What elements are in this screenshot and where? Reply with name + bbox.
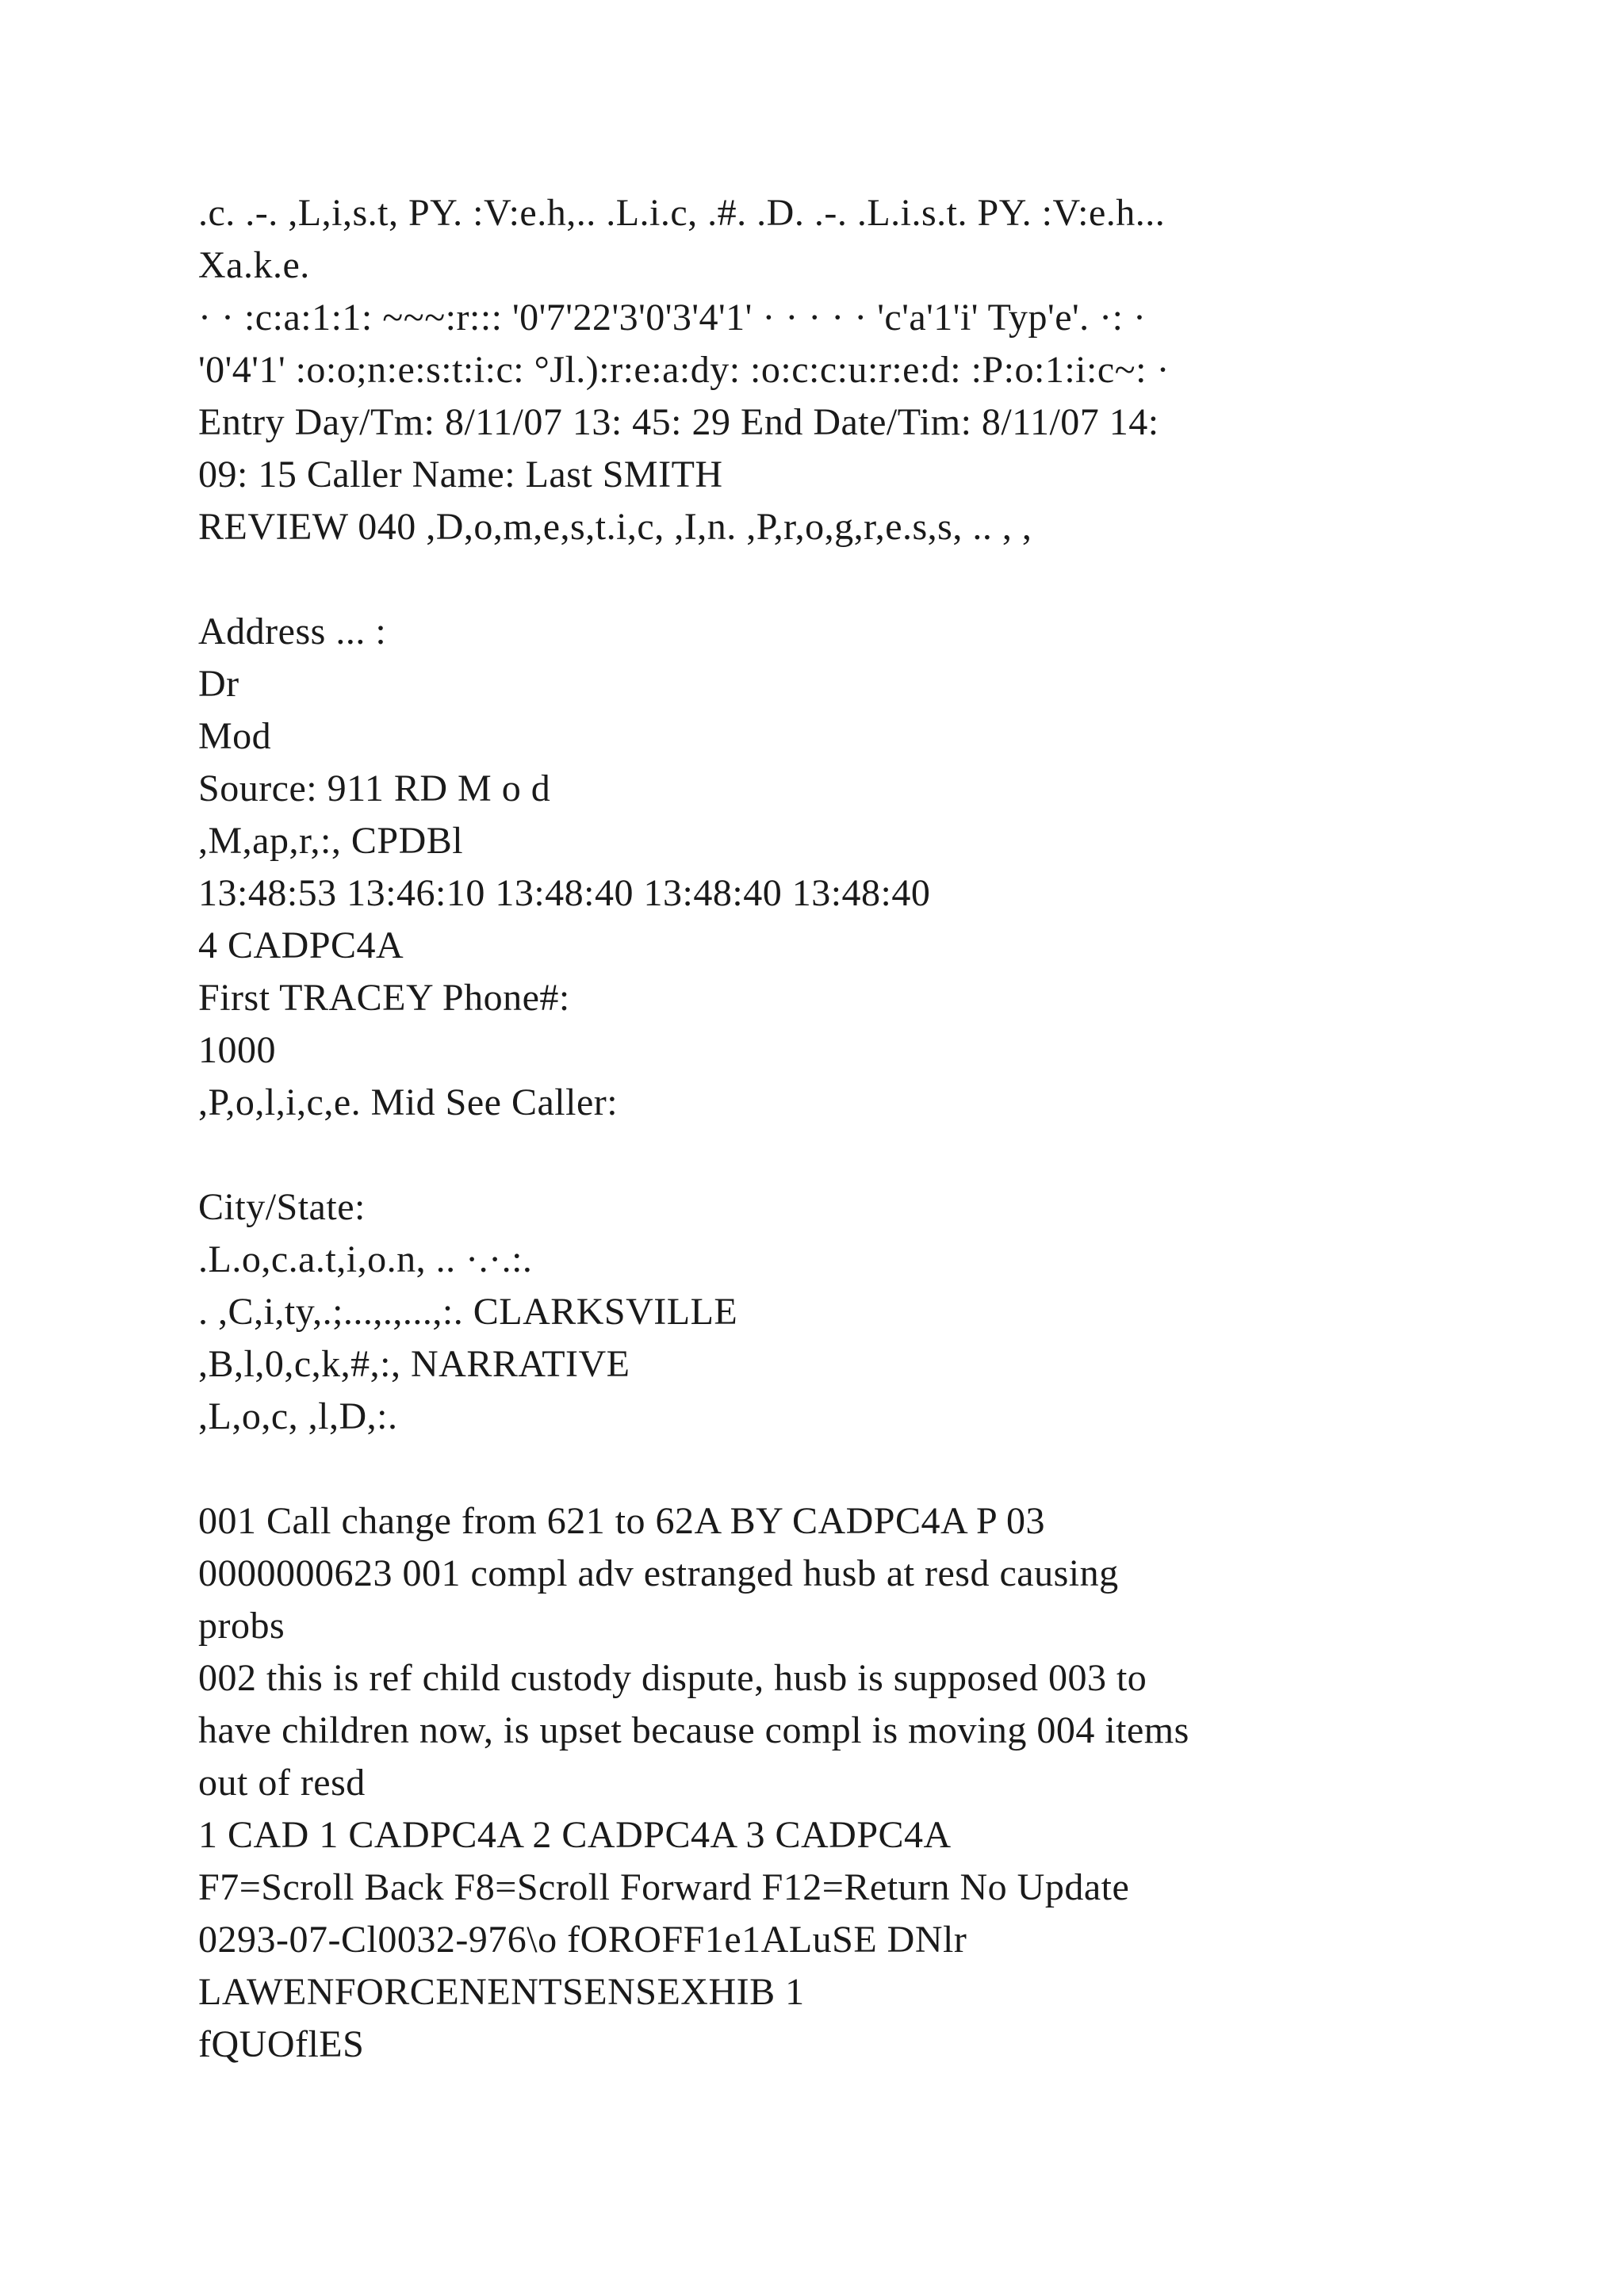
document-page: [198, 187, 1467, 2071]
text-line: .L.o,c.a.t,i,o.n, .. ·.·.:.: [198, 1238, 533, 1280]
location-block: [198, 1181, 1467, 1443]
header-block: [198, 187, 1467, 553]
text-line: City/State:: [198, 1186, 366, 1228]
text-line: ,M,ap,r,:, CPDBl: [198, 820, 464, 862]
text-line: Address ... :: [198, 610, 387, 652]
text-line: probs: [198, 1605, 285, 1647]
text-line: ,L,o,c, ,l,D,:.: [198, 1395, 398, 1437]
text-line: '0'4'1' :o:o;n:e:s:t:i:c: °Jl.):r:e:a:dy: :o:c:c:u:r:e:d: :P:o:1:i:c~: ·: [198, 349, 1170, 391]
spacer: [198, 553, 1467, 606]
text-line: REVIEW 040 ,D,o,m,e,s,t.i,c, ,I,n. ,P,r,o,g,r,e.s,s, .. , ,: [198, 506, 1032, 548]
text-line: F7=Scroll Back F8=Scroll Forward F12=Return No Update: [198, 1866, 1130, 1908]
text-line: Mod: [198, 715, 272, 757]
text-line: have children now, is upset because compl is moving 004 items: [198, 1709, 1189, 1751]
text-line: 4 CADPC4A: [198, 924, 404, 966]
text-line: ,B,l,0,c,k,#,:, NARRATIVE: [198, 1343, 630, 1385]
text-line: out of resd: [198, 1762, 366, 1804]
address-block: [198, 606, 1467, 1129]
text-line: 002 this is ref child custody dispute, husb is supposed 003 to: [198, 1657, 1147, 1699]
text-line: Entry Day/Tm: 8/11/07 13: 45: 29 End Date/Tim: 8/11/07 14:: [198, 401, 1159, 443]
text-line: fQUOflES: [198, 2023, 365, 2065]
spacer: [198, 1443, 1467, 1495]
text-line: · · :c:a:1:1: ~~~:r::: '0'7'22'3'0'3'4'1' · · · · · 'c'a'1'i' Typ'e'. ·: ·: [198, 297, 1147, 339]
text-line: 0293-07-Cl0032-976\o fOROFF1e1ALuSE DNlr: [198, 1919, 967, 1961]
text-line: Xa.k.e.: [198, 244, 310, 286]
text-line: 1 CAD 1 CADPC4A 2 CADPC4A 3 CADPC4A: [198, 1814, 952, 1856]
text-line: ,P,o,l,i,c,e. Mid See Caller:: [198, 1081, 619, 1123]
text-line: LAWENFORCENENTSENSEXHIB 1: [198, 1971, 805, 2013]
text-line: 0000000623 001 compl adv estranged husb at resd causing: [198, 1552, 1119, 1594]
text-line: First TRACEY Phone#:: [198, 977, 570, 1019]
text-line: 001 Call change from 621 to 62A BY CADPC4A P 03: [198, 1500, 1045, 1542]
text-line: 13:48:53 13:46:10 13:48:40 13:48:40 13:48:40: [198, 872, 931, 914]
text-line: 1000: [198, 1029, 276, 1071]
narrative-block: [198, 1495, 1467, 2071]
text-line: . ,C,i,ty,.;...,.,...,:. CLARKSVILLE: [198, 1291, 738, 1333]
spacer: [198, 1129, 1467, 1181]
text-line: Dr: [198, 663, 239, 705]
text-line: Source: 911 RD M o d: [198, 767, 551, 809]
text-line: 09: 15 Caller Name: Last SMITH: [198, 453, 723, 496]
text-line: .c. .-. ,L,i,s.t, PY. :V:e.h,.. .L.i.c, .#. .D. .-. .L.i.s.t. PY. :V:e.h...: [198, 192, 1166, 234]
